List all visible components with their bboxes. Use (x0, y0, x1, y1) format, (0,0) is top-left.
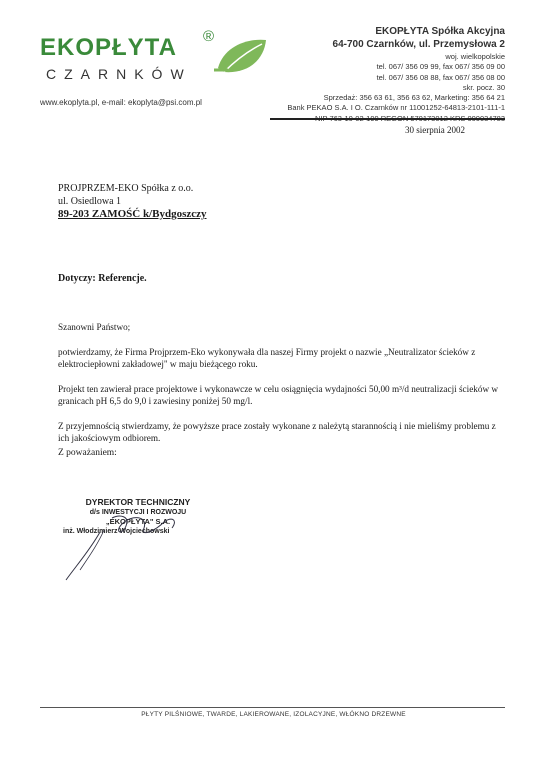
stamp-title: DYREKTOR TECHNICZNY (85, 497, 191, 507)
website-email: www.ekoplyta.pl, e-mail: ekoplyta@psi.com.pl (40, 98, 202, 107)
contact-line: Sprzedaż: 356 63 61, 356 63 62, Marketing: 356 64 21 (323, 93, 505, 103)
registered-mark: ® (203, 28, 215, 45)
company-logo-wordmark: EKOPŁYTA (40, 34, 177, 61)
leaf-logo-icon (214, 38, 268, 78)
contact-line: tel. 067/ 356 09 99, fax 067/ 356 09 00 (376, 62, 505, 72)
addressee-city: 89-203 ZAMOŚĆ k/Bydgoszczy (58, 208, 207, 220)
letter-date: 30 sierpnia 2002 (405, 125, 465, 135)
company-contact-block (287, 52, 505, 124)
contact-line: skr. pocz. 30 (462, 82, 505, 92)
addressee-company: PROJPRZEM-EKO Spółka z o.o. (58, 183, 194, 194)
footer-products: PŁYTY PILŚNIOWE, TWARDE, LAKIEROWANE, IZOLACYJNE, WŁÓKNO DRZEWNE (141, 711, 406, 718)
logo-city-name: CZARNKÓW (46, 66, 192, 82)
body-paragraph: Projekt ten zawierał prace projektowe i wykonawcze w celu osiągnięcia wydajności 50,00 m³/d neutralizacji ścieków w granicach pH 6,5 do 9,0 i zawiesiny poniżej 50 mg/l. (58, 383, 499, 406)
company-address: 64-700 Czarnków, ul. Przemysłowa 2 (332, 39, 505, 50)
handwritten-signature (60, 510, 210, 585)
company-name: EKOPŁYTA Spółka Akcyjna (375, 26, 505, 37)
header-divider (270, 118, 505, 120)
stamp-company: „EKOPŁYTA" S.A. (105, 517, 171, 526)
closing-salutation: Z poważaniem: (58, 448, 117, 458)
body-paragraph: Z przyjemnością stwierdzamy, że powyższe prace zostały wykonane z należytą starannością i nie mieliśmy problemu z ich jakościowym odbiorem. (58, 420, 496, 443)
letter-body (58, 321, 506, 457)
addressee-street: ul. Osiedlowa 1 (58, 196, 122, 207)
body-paragraph: potwierdzamy, że Firma Projprzem-Eko wykonywała dla naszej Firmy projekt o nazwie „Neutralizator ścieków z elektrociepłowni zakładowej" w maju bieżącego roku. (58, 346, 476, 369)
greeting: Szanowni Państwo; (58, 322, 131, 332)
stamp-department: d/s INWESTYCJI I ROZWOJU (89, 508, 187, 516)
footer-divider (40, 707, 505, 708)
letter-subject: Dotyczy: Referencje. (58, 273, 147, 284)
stamp-signatory: inż. Włodzimierz Wojciechowski (63, 527, 170, 535)
addressee-block (58, 182, 207, 221)
contact-line: woj. wielkopolskie (445, 52, 505, 61)
contact-line: Bank PEKAO S.A. I O. Czarnków nr 11001252-64813-2101-111-1 (287, 103, 505, 113)
contact-line: tel. 067/ 356 08 88, fax 067/ 356 08 00 (376, 72, 505, 82)
